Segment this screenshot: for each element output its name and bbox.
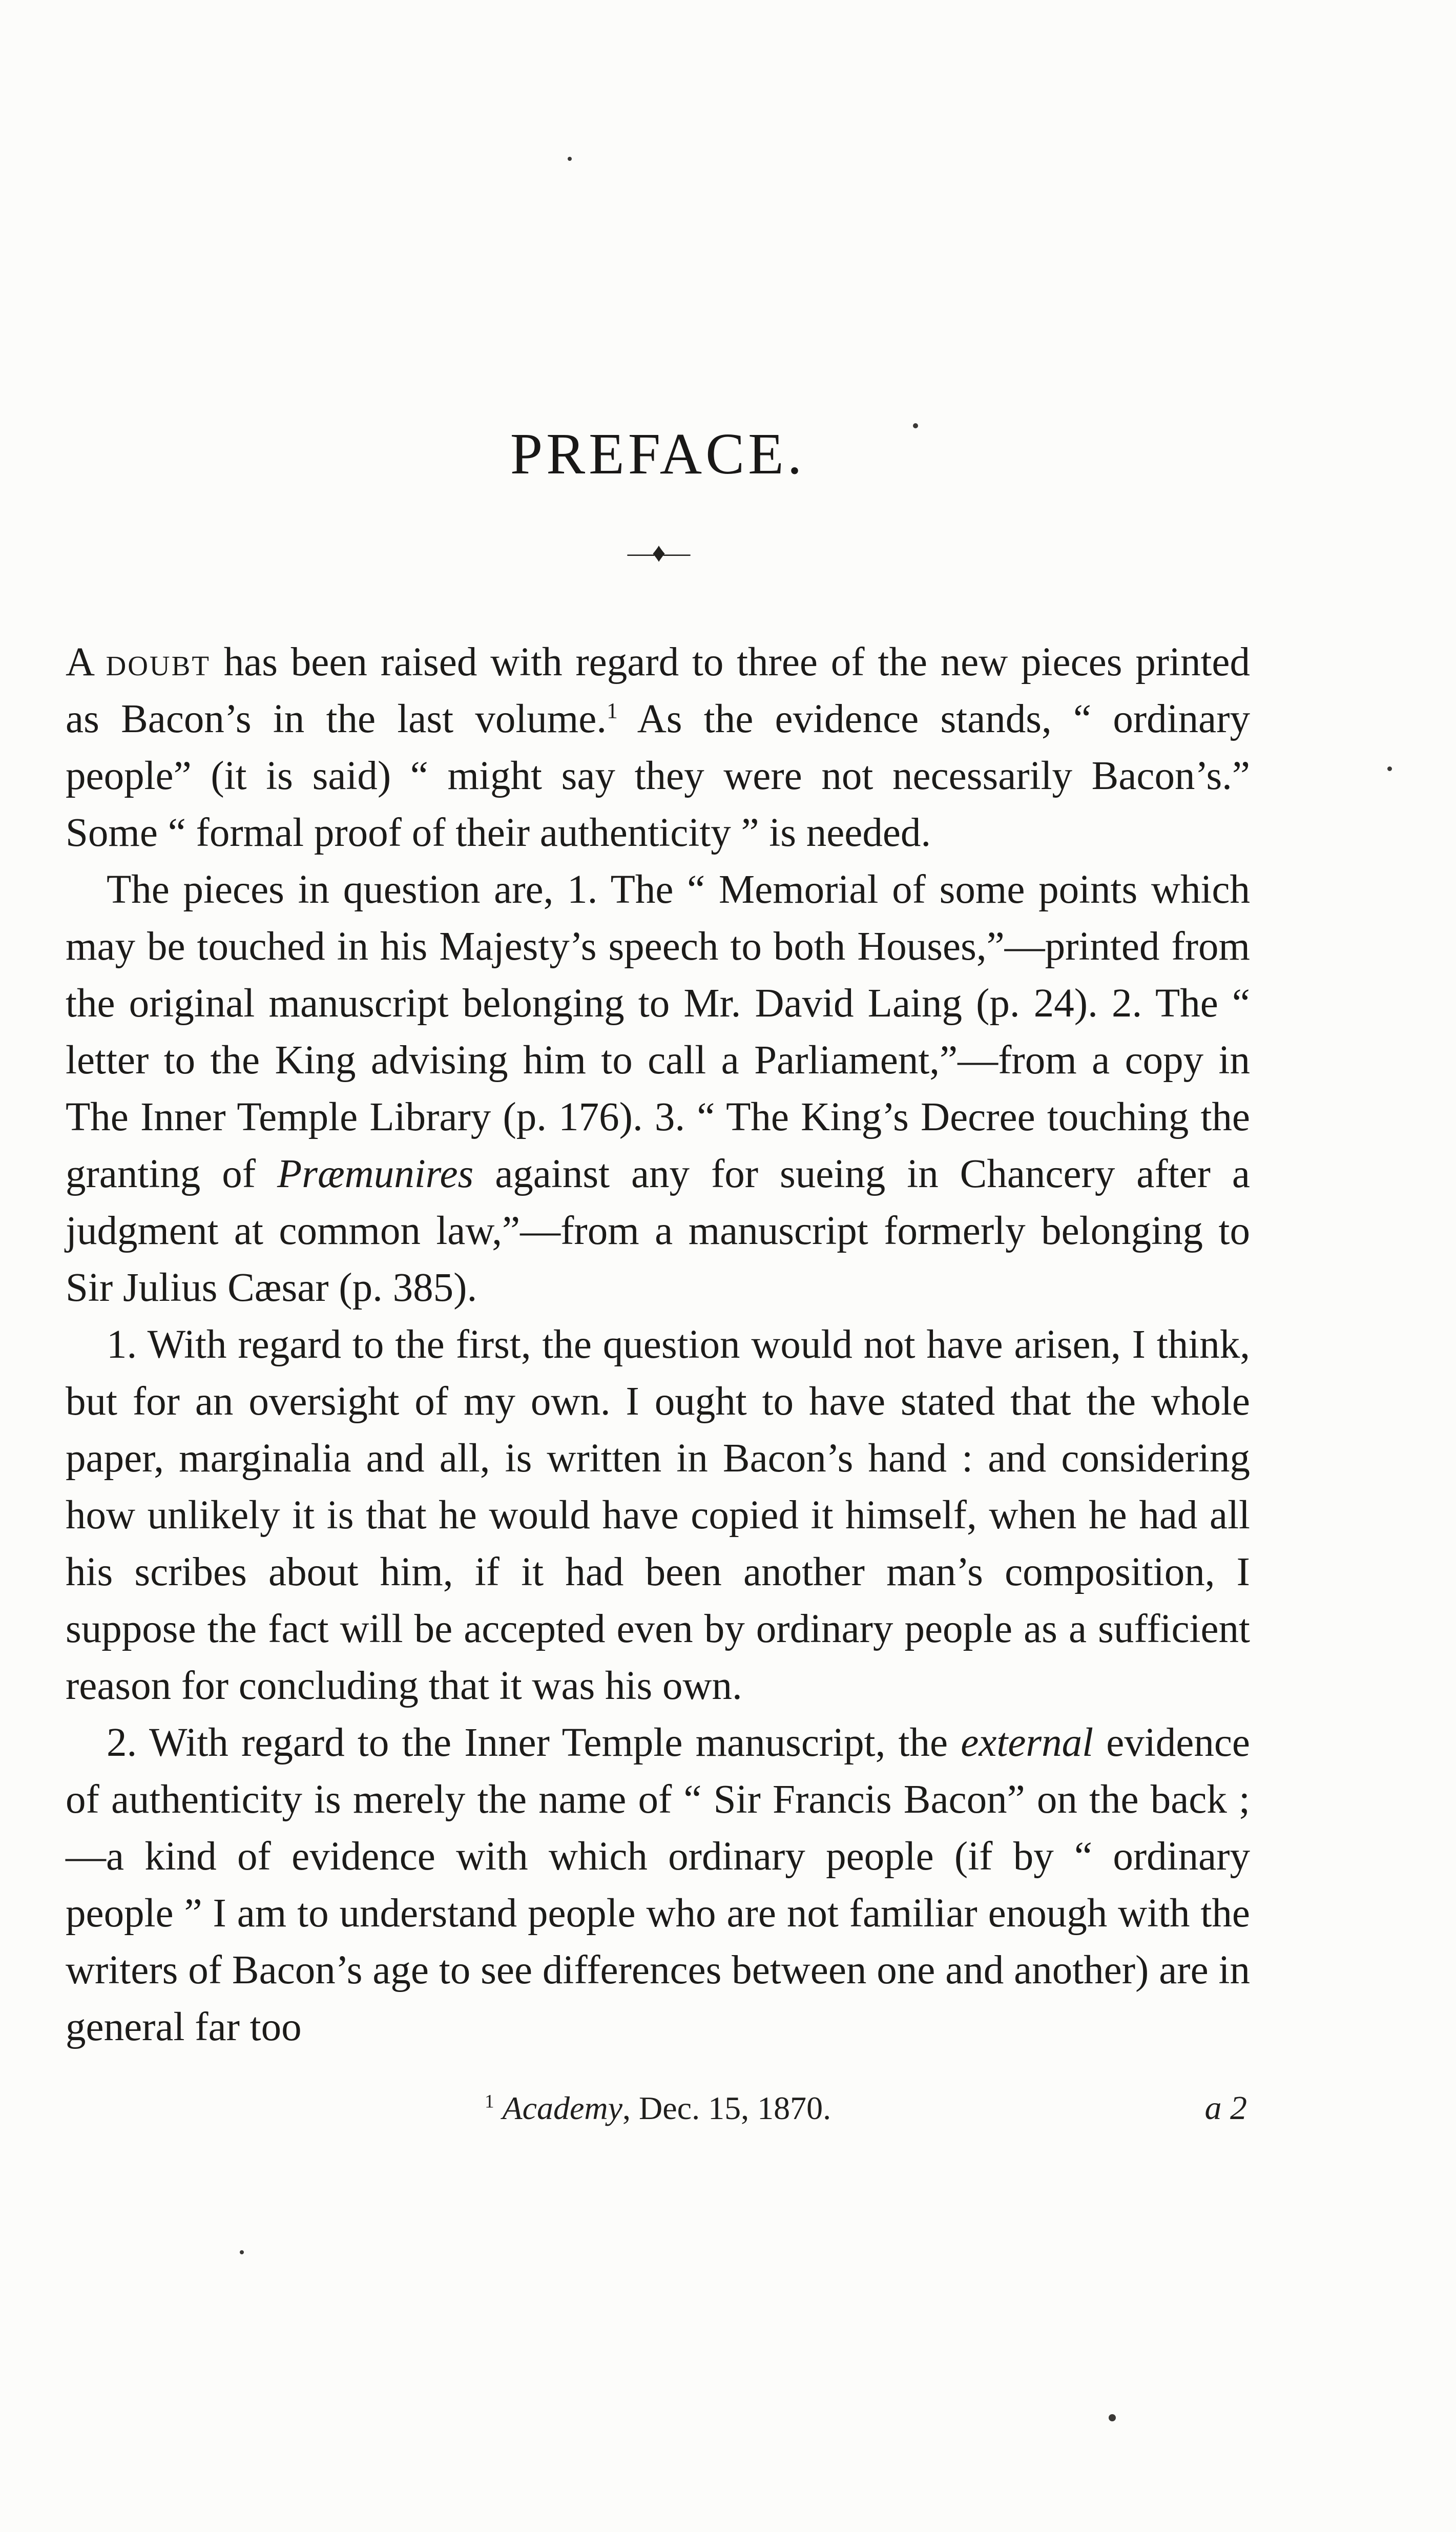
footnote-reference: 1 (607, 698, 618, 723)
paragraph-4 (66, 1714, 1250, 2056)
paragraph-2 (66, 861, 1250, 1316)
paragraph-text: 1. With regard to the first, the question would not have arisen, I think, but for an oversight of my own. I ought to have stated that the whole paper, marginalia and all, is written in Bacon’s hand : and considering how unlikely it is that he would have copied it himself, when he had all his scribes about him, if it had been another man’s composition, I suppose the fact will be accepted even by ordinary people as a sufficient reason for concluding that it was his own. (66, 1322, 1250, 1708)
scan-speck (913, 423, 918, 428)
paragraph-3 (66, 1316, 1250, 1714)
paragraph-text: The pieces in question are, 1. The “ Memorial of some points which may be touched in his Majesty’s speech to both Houses,”—printed from the original manuscript belonging to Mr. David Laing (p. 24). 2. The “ letter to the King advising him to call a Parliament,”—from a copy in The Inner Temple Library (p. 176). 3. “ The King’s Decree touching the granting of (66, 867, 1250, 1196)
footnote-ref-mark: 1 (484, 2091, 494, 2112)
paragraph-text: against any for sueing in Chancery after a judgment at common law,”—from a manuscript formerly belonging to Sir Julius Cæsar (p. 385). (66, 1152, 1250, 1310)
italic-term: Præmunires (277, 1152, 474, 1196)
paragraph-text: 2. With regard to the Inner Temple manuscript, the (107, 1720, 961, 1765)
footnote-work-title: Academy (502, 2090, 623, 2126)
signature-mark: a 2 (1204, 2089, 1247, 2127)
paragraph-1 (66, 634, 1250, 861)
text-block (66, 634, 1250, 2056)
paragraph-text: evidence of authenticity is merely the name of “ Sir Francis Bacon” on the back ;—a kind of evidence with which ordinary people (if by “ ordinary people ” I am to understand people who are not familiar enough with the writers of Bacon’s age to see differences between one and another) are in general far too (66, 1720, 1250, 2049)
paragraph-text: As the evidence stands, “ ordinary people” (it is said) “ might say they were not necessarily Bacon’s.” Some “ formal proof of their authenticity ” is needed. (66, 697, 1250, 855)
scan-speck (1387, 766, 1392, 771)
paragraph-text: A (66, 640, 106, 684)
scan-speck (1109, 2414, 1116, 2421)
page-title: PREFACE. (510, 421, 806, 486)
page-footer (66, 2085, 1250, 2142)
footnote-text: , Dec. 15, 1870. (622, 2090, 831, 2126)
scan-speck (240, 2250, 244, 2254)
footnote (66, 2085, 1250, 2131)
paragraph-text: has been raised with regard to three of the new pieces printed as Bacon’s in the last volume. (66, 640, 1250, 741)
ornament-rule: —♦— (627, 538, 689, 568)
italic-term: external (961, 1720, 1094, 1765)
scan-speck (568, 157, 572, 161)
text-column (66, 0, 1250, 2142)
smallcaps-word: doubt (106, 640, 211, 684)
